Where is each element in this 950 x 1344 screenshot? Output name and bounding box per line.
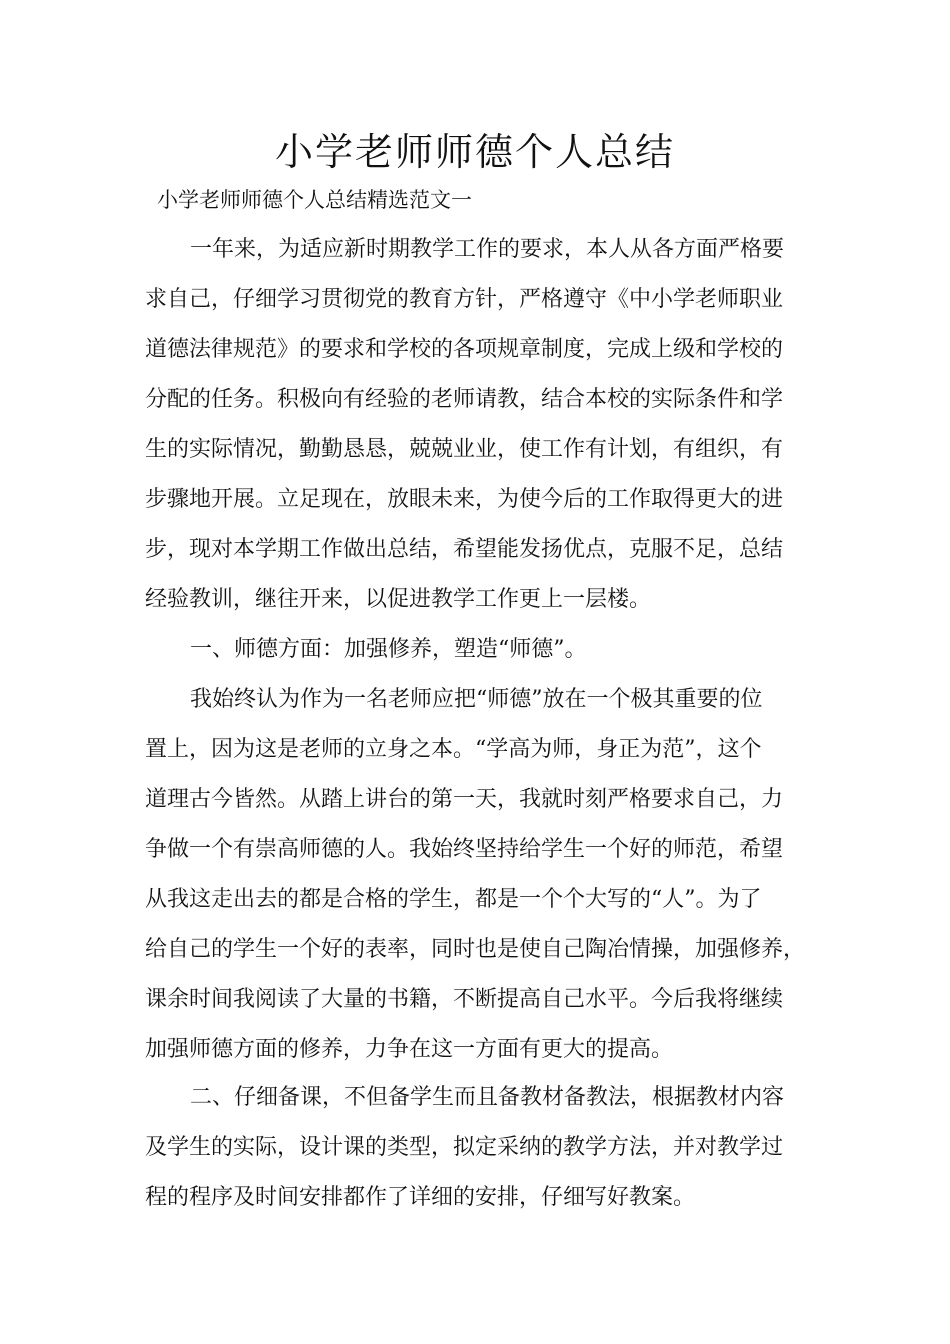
paragraph-line: 求自己，仔细学习贯彻党的教育方针，严格遵守《中小学老师职业 [145, 287, 784, 312]
document-subtitle: 小学老师师德个人总结精选范文一 [157, 188, 472, 212]
paragraph-line: 从我这走出去的都是合格的学生，都是一个个大写的“人”。为了 [145, 887, 762, 912]
paragraph-line: 道德法律规范》的要求和学校的各项规章制度，完成上级和学校的 [145, 337, 784, 362]
paragraph-line: 加强师德方面的修养，力争在这一方面有更大的提高。 [145, 1037, 674, 1062]
paragraph-line: 道理古今皆然。从踏上讲台的第一天，我就时刻严格要求自己，力 [145, 787, 784, 812]
paragraph-line: 步骤地开展。立足现在，放眼未来，为使今后的工作取得更大的进 [145, 487, 784, 512]
paragraph-line: 分配的任务。积极向有经验的老师请教，结合本校的实际条件和学 [145, 387, 784, 412]
paragraph-line: 步，现对本学期工作做出总结，希望能发扬优点，克服不足，总结 [145, 537, 784, 562]
paragraph-line: 及学生的实际，设计课的类型，拟定采纳的教学方法，并对教学过 [145, 1135, 784, 1160]
paragraph-line: 给自己的学生一个好的表率，同时也是使自己陶冶情操，加强修养， [145, 937, 806, 962]
section-heading: 一、师德方面：加强修养，塑造“师德”。 [190, 637, 587, 662]
paragraph-line: 生的实际情况，勤勤恳恳，兢兢业业，使工作有计划，有组织，有 [145, 437, 784, 462]
paragraph-line: 争做一个有崇高师德的人。我始终坚持给学生一个好的师范，希望 [145, 837, 784, 862]
paragraph-line: 置上，因为这是老师的立身之本。“学高为师，身正为范”，这个 [145, 737, 762, 762]
paragraph-line: 我始终认为作为一名老师应把“师德”放在一个极其重要的位 [190, 687, 763, 712]
paragraph-line: 程的程序及时间安排都作了详细的安排，仔细写好教案。 [145, 1185, 696, 1210]
document-title: 小学老师师德个人总结 [274, 130, 675, 174]
paragraph-line: 课余时间我阅读了大量的书籍，不断提高自己水平。今后我将继续 [145, 987, 784, 1012]
paragraph-line: 一年来，为适应新时期教学工作的要求，本人从各方面严格要 [190, 237, 785, 262]
paragraph-line: 经验教训，继往开来，以促进教学工作更上一层楼。 [145, 587, 652, 612]
section-heading: 二、仔细备课，不但备学生而且备教材备教法，根据教材内容 [190, 1085, 785, 1110]
